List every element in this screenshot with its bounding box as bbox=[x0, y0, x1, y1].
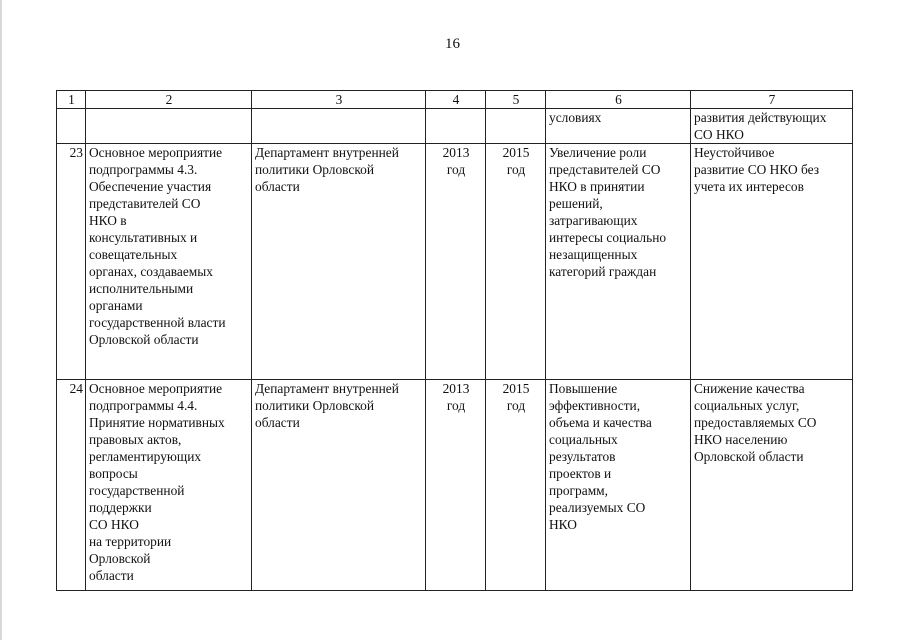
executor-cell: Департамент внутренней политики Орловской области bbox=[252, 380, 426, 591]
end-year-cell bbox=[486, 109, 546, 144]
consequence-cell: Снижение качества социальных услуг, предоставляемых СО НКО населению Орловской области bbox=[691, 380, 853, 591]
expected-result-cell: Повышение эффективности, объема и качества социальных результатов проектов и программ, реализуемых СО НКО bbox=[546, 380, 691, 591]
column-header: 2 bbox=[86, 91, 252, 109]
executor-cell bbox=[252, 109, 426, 144]
event-cell: Основное мероприятие подпрограммы 4.3. Обеспечение участия представителей СО НКО в консультативных и совещательных органах, создаваемых исполнительными органами государственной власти Орловской области bbox=[86, 144, 252, 380]
table-row bbox=[57, 144, 853, 380]
table-header-row bbox=[57, 91, 853, 109]
end-year-cell: 2015 год bbox=[486, 144, 546, 380]
page-left-edge bbox=[0, 0, 2, 640]
start-year-cell: 2013 год bbox=[426, 144, 486, 380]
row-number-cell bbox=[57, 109, 86, 144]
program-events-table bbox=[56, 90, 853, 591]
row-number-cell: 24 bbox=[57, 380, 86, 591]
start-year-cell bbox=[426, 109, 486, 144]
executor-cell: Департамент внутренней политики Орловской области bbox=[252, 144, 426, 380]
event-cell: Основное мероприятие подпрограммы 4.4. Принятие нормативных правовых актов, регламентирующих вопросы государственной поддержки СО НКО на территории Орловской области bbox=[86, 380, 252, 591]
event-cell bbox=[86, 109, 252, 144]
consequence-cell: развития действующих СО НКО bbox=[691, 109, 853, 144]
column-header: 3 bbox=[252, 91, 426, 109]
column-header: 5 bbox=[486, 91, 546, 109]
column-header: 4 bbox=[426, 91, 486, 109]
column-header: 6 bbox=[546, 91, 691, 109]
row-number-cell: 23 bbox=[57, 144, 86, 380]
expected-result-cell: условиях bbox=[546, 109, 691, 144]
column-header: 1 bbox=[57, 91, 86, 109]
table-row bbox=[57, 109, 853, 144]
column-header: 7 bbox=[691, 91, 853, 109]
table-row bbox=[57, 380, 853, 591]
page-number: 16 bbox=[445, 36, 460, 52]
consequence-cell: Неустойчивое развитие СО НКО без учета их интересов bbox=[691, 144, 853, 380]
expected-result-cell: Увеличение роли представителей СО НКО в принятии решений, затрагивающих интересы социально незащищенных категорий граждан bbox=[546, 144, 691, 380]
end-year-cell: 2015 год bbox=[486, 380, 546, 591]
start-year-cell: 2013 год bbox=[426, 380, 486, 591]
